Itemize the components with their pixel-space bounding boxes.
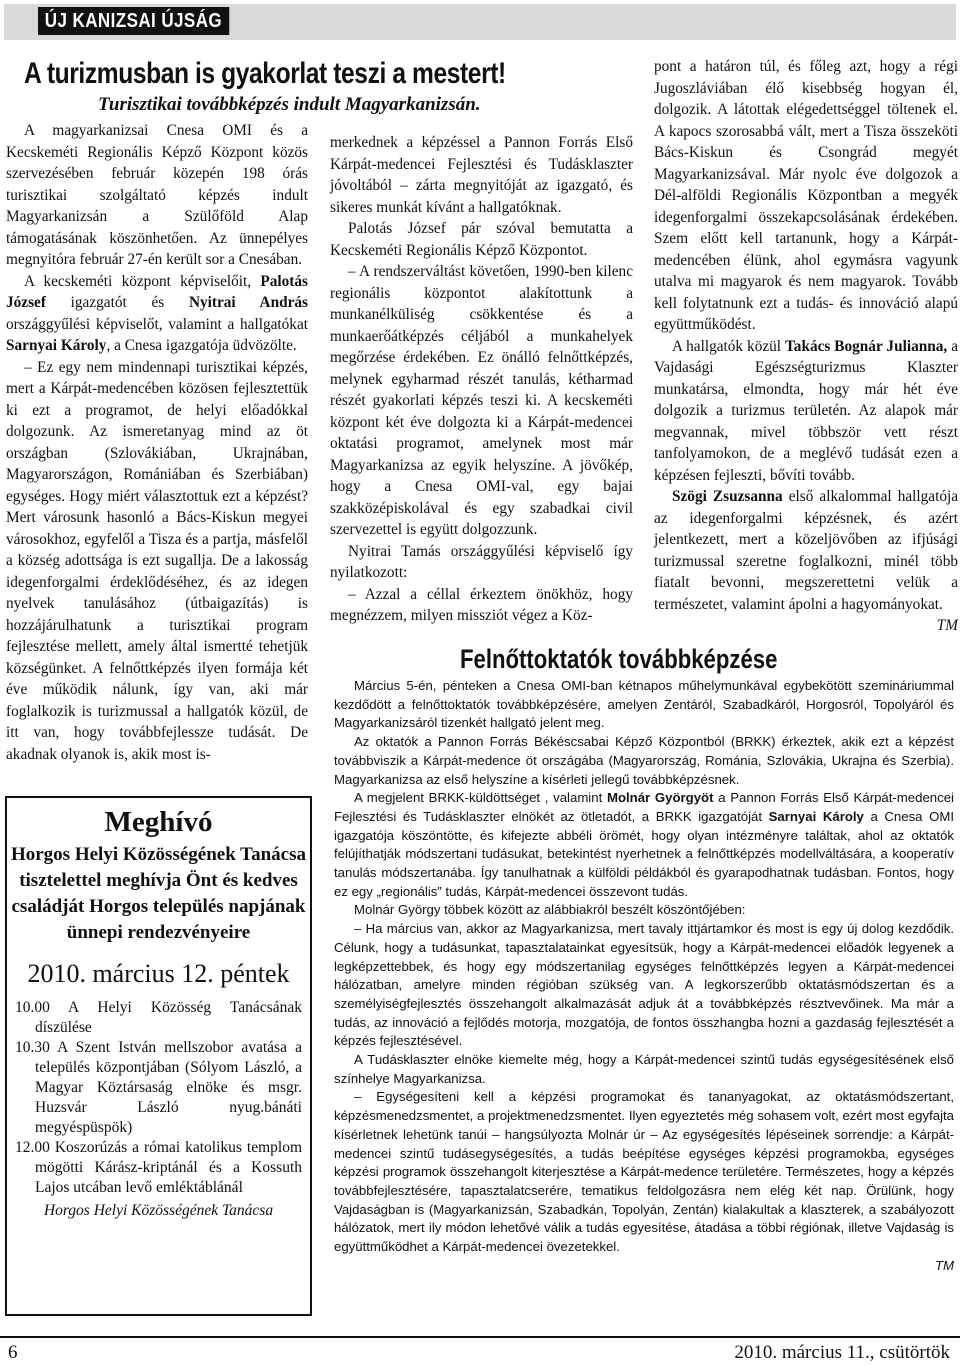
- footer-rule: [0, 1336, 960, 1338]
- paragraph: A kecskeméti központ képviselőit, Palotás József igazgatót és Nyitrai András országgyűlési képviselőt, valamint a hallgatókat Sarnyai Károly, a Cnesa igazgatója üdvözölte.: [6, 272, 308, 354]
- invitation-date: 2010. március 12. péntek: [27, 959, 290, 988]
- article-signature: TM: [934, 1257, 954, 1273]
- paragraph: Március 5-én, pénteken a Cnesa OMI-ban kétnapos műhelymunkával egybekötött szemináriummal kezdődött a felnőttoktatók továbbképzésére, amelyen Zentáról, Szabadkáról, Horgosról, Topolyáról és Magyarkanizsáról tizenkét hallgató jelent meg.: [334, 678, 954, 731]
- article-column-1: [6, 120, 308, 765]
- invitation-title: Meghívó: [104, 806, 213, 838]
- paragraph: A magyarkanizsai Cnesa OMI és a Kecskeméti Regionális Képző Központ közös szervezésében február közepén 198 órás turisztikai szolgáltató képzés indult Magyarkanizsán a Szülőföld Alap támogatásának köszönhetően. Az ünnepélyes megnyitóra február 27-én került sor a Cnesában.: [6, 122, 308, 268]
- article-subheadline: Turisztikai továbbképzés indult Magyarkanizsán.: [98, 94, 481, 115]
- person-name: Takács Bognár Julianna,: [785, 337, 948, 355]
- page-number: 6: [8, 1342, 18, 1363]
- paragraph: Palotás József pár szóval bemutatta a Kecskeméti Regionális Képző Központot.: [330, 220, 633, 259]
- person-name: Molnár Györgyöt: [606, 790, 714, 806]
- paragraph: – A rendszerváltást követően, 1990-ben kilenc regionális központot alakítottunk a munkanélküliség csökkentése és a munkaerőátképzés céljából a munkahelyek megőrzése érdekében. Ez önálló felnőttképzés, melynek egyharmad részét tanulás, kétharmad részét gyakorlati képzés teszi ki. A kecskeméti központ két éve dolgozta ki a Kárpát-medencei oktatási programot, amelynek most már Magyarkanizsa az egyik helyszíne. A jövőkép, hogy a Cnesa OMI-val, egy bajai szakközépiskolával és egy szabadkai civil szervezettel is együtt dolgozzunk.: [330, 263, 633, 538]
- paragraph: Nyitrai Tamás országgyűlési képviselő így nyilatkozott:: [330, 542, 633, 581]
- article-headline: A turizmusban is gyakorlat teszi a mestert!: [24, 57, 506, 90]
- newspaper-header-bar: [4, 4, 956, 40]
- article-signature: TM: [936, 617, 958, 634]
- person-name: Sarnyai Károly: [6, 337, 107, 354]
- paragraph: – Egységesíteni kell a képzési programokat és tananyagokat, az oktatásmódszertant, képzésmenedzsmentet, a projektmenedzsmentet. Ilyen egyeztetés még sohasem volt, ezért most egyfajta kísérletnek lehetünk tanúi – hangsúlyozta Molnár úr – Az egységesítés lépéseinek sorrendje: a Kárpát-medencei szintű tudásegységesítés, a tudás beépítése egységes képzési programokba, egységes képzési programok összehangolt kiterjesztése a Kárpát-medence területére. Természetes, hogy a képzés továbbfejlesztésére, tapasztalatcserére, tematikus feldolgozásra nem elég két nap. Örülünk, hogy Vajdaságban is (Magyarkanizsán, Szabadkán, Topolyán, Zentán) kialakultak a klaszterek, a szabályozott hálózatok, mert ily módon lehetővé válik a tudás egyesítése, átadása a többi régiónak, illetve Vajdaság is együttműködhet a Kárpát-medencei övezetekkel.: [334, 1089, 954, 1255]
- issue-date: 2010. március 11., csütörtök: [734, 1342, 950, 1363]
- invitation-box: [5, 796, 312, 1316]
- article-column-2: [330, 132, 633, 627]
- paragraph: Szögi Zsuzsanna első alkalommal hallgatója az idegenforgalmi képzésnek, és azért jelentkezett, mert a közeljövőben az ifjúsági turizmussal szeretne foglalkozni, minél több fiatalt bevonni, megszerettetni velük a természetet, valamint ápolni a hagyományokat.: [654, 488, 959, 613]
- paragraph: A megjelent BRKK-küldöttséget , valamint Molnár Györgyöt a Pannon Forrás Első Kárpát-medencei Fejlesztési és Tudásklaszter elnökét az ötletadót, a BRKK igazgatóját Sarnyai Károly a Cnesa OMI igazgatója köszöntötte, és kifejezte abbéli örömét, hogy olyan intézményre találtak, ahol az oktatók felújíthatják módszertani tudásukat, betekintést nyerhetnek a felnőttképzés modellváltására, a kooperatív tanulás módszertanába. Így tanulhatnak a külföldi példákból és gyarapodhatnak tudásban. Fontos, hogy ez egy „regionális” tudás, Kárpát-medencei összevont tudás.: [334, 790, 954, 899]
- invitation-signature: Horgos Helyi Közösségének Tanácsa: [43, 1202, 274, 1219]
- page-footer: [0, 1336, 960, 1366]
- person-name: Szögi Zsuzsanna: [672, 488, 783, 505]
- paragraph: – Ha március van, akkor az Magyarkanizsa, mert tavaly ittjártamkor és most is egy új dolog kezdődik. Célunk, hogy a tudásunkat, tapasztalatainkat egyesítsük, hogy a Kárpát-medencei előadók legyenek a legképzettebbek, és hogy egy módszertanilag egységes felnőttképzés legyen a Kárpát-medencei hálózatban, amelyre minden régióban szükség van. A legkorszerűbb oktatásmódszertan és a személyiségfejlesztés összehangolt alkalmazását adjuk át a továbbképzés résztvevőinek. Ma már a tudás, az innováció a fejlődés motorja, mozgatója, de fontos összhangba hozni a gazdaság fejlesztését a képzés fejlesztésével.: [334, 921, 954, 1049]
- person-name: Nyitrai András: [188, 294, 308, 311]
- article-column-3: [654, 56, 958, 637]
- invitation-text: Horgos Helyi Közösségének Tanácsa tisztelettel meghívja Önt és kedves családját Horgos település napjának ünnepi rendezvényeire: [10, 844, 307, 943]
- paragraph: pont a határon túl, és főleg azt, hogy a régi Jugoszláviában élő kisebbség hogyan él, dolgozik. A látottak elégedettséggel töltenek el. A kapocs szorosabbá vált, mert a Tisza összeköti Bács-Kiskun és Csongrád megyét Magyarkanizsával. Már nyolc éve dolgozok a Dél-alföldi Regionális Központban a megyék idegenforgalmi összekapcsolásának érdekében. Szem előtt kell tartanunk, hogy a Kárpát-medencében élünk, ahol egymásra vagyunk utalva mi magyarok és nem magyarok. Tovább kell folytatnunk ezt a tudás- és innováció alapú együttműködést.: [654, 58, 958, 333]
- article-body: [334, 677, 954, 1276]
- paragraph: merkednek a képzéssel a Pannon Forrás Első Kárpát-medencei Fejlesztési és Tudásklaszter jóvoltából – zárta megnyitóját az igazgató, és sikeres munkát kívánt a hallgatóknak.: [330, 134, 633, 216]
- paragraph: Molnár György többek között az alábbiakról beszélt köszöntőjében:: [354, 902, 746, 918]
- program-item: 10.30 A Szent István mellszobor avatása a település központjában (Sólyom László, a Magyar Köztársaság elnöke és msgr. Huzsvár László nyug.bánáti megyéspüspök): [15, 1039, 302, 1136]
- person-name: Sarnyai Károly: [768, 808, 864, 824]
- paragraph: – Azzal a céllal érkeztem önökhöz, hogy megnézzem, milyen missziót végez a Köz-: [330, 585, 633, 624]
- paragraph: A Tudásklaszter elnöke kiemelte még, hogy a Kárpát-medencei szintű tudás egységesítésének első színhelye Magyarkanizsa.: [334, 1052, 954, 1086]
- program-item: 12.00 Koszorúzás a római katolikus templom mögötti Kárász-kriptánál és a Kossuth Lajos utcában levő emléktáblánál: [15, 1139, 302, 1196]
- program-item: 10.00 A Helyi Közösség Tanácsának díszülése: [15, 999, 302, 1036]
- article-headline: Felnőttoktatók továbbképzése: [460, 644, 778, 674]
- newspaper-name: ÚJ KANIZSAI ÚJSÁG: [38, 7, 229, 35]
- invitation-program: [15, 998, 302, 1198]
- paragraph: – Ez egy nem mindennapi turisztikai képzés, mert a Kárpát-medencében közösen fejlesztettük ki ezt a programot, de helyi előadókkal dolgozunk. Az ismeretanyag mind az öt országban (Szlovákiában, Ukrajnában, Magyarországon, Romániában és Szerbiában) egységes. Hogy miért választottuk ezt a képzést? Mert városunk hasonló a Bács-Kiskun megyei városokhoz, egyfelől a Tisza és a partja, másfelől a község adottsága is ezt sugallja. De a lakosság idegenforgalmi érdeklődéséhez, és az idegen nyelvek tanulásához (útbaigazítás) is hozzájárulhatunk a turisztikai program fejlesztése mellett, amely által ismertté tehetjük községünket. A felnőttképzés ilyen formája két éve működik nálunk, így van, aki már foglalkozik is turizmussal a hallgatók közül, de itt van, hogy továbbfejlessze tudását. De akadnak olyanok is, akik most is-: [6, 358, 308, 763]
- paragraph: Az oktatók a Pannon Forrás Békéscsabai Képző Központból (BRKK) érkeztek, akik ezt a képzést továbbviszik a Kárpát-medence öt országába (Magyarország, Románia, Szlovákia, Ukrajna és Szerbia). Magyarkanizsa az első helyszíne a kísérleti jellegű továbbképzésnek.: [334, 734, 954, 787]
- paragraph: A hallgatók közül Takács Bognár Julianna, a Vajdasági Egészségturizmus Klaszter munkatársa, elmondta, hogy már hét éve dolgozik a turizmus területén. Az alapok már megvannak, mivel többször vett részt tanfolyamokon, de a meglévő tudását ezen a képzésen fejleszti, bővíti tovább.: [654, 337, 958, 484]
- person-name: Palotás József: [6, 272, 308, 311]
